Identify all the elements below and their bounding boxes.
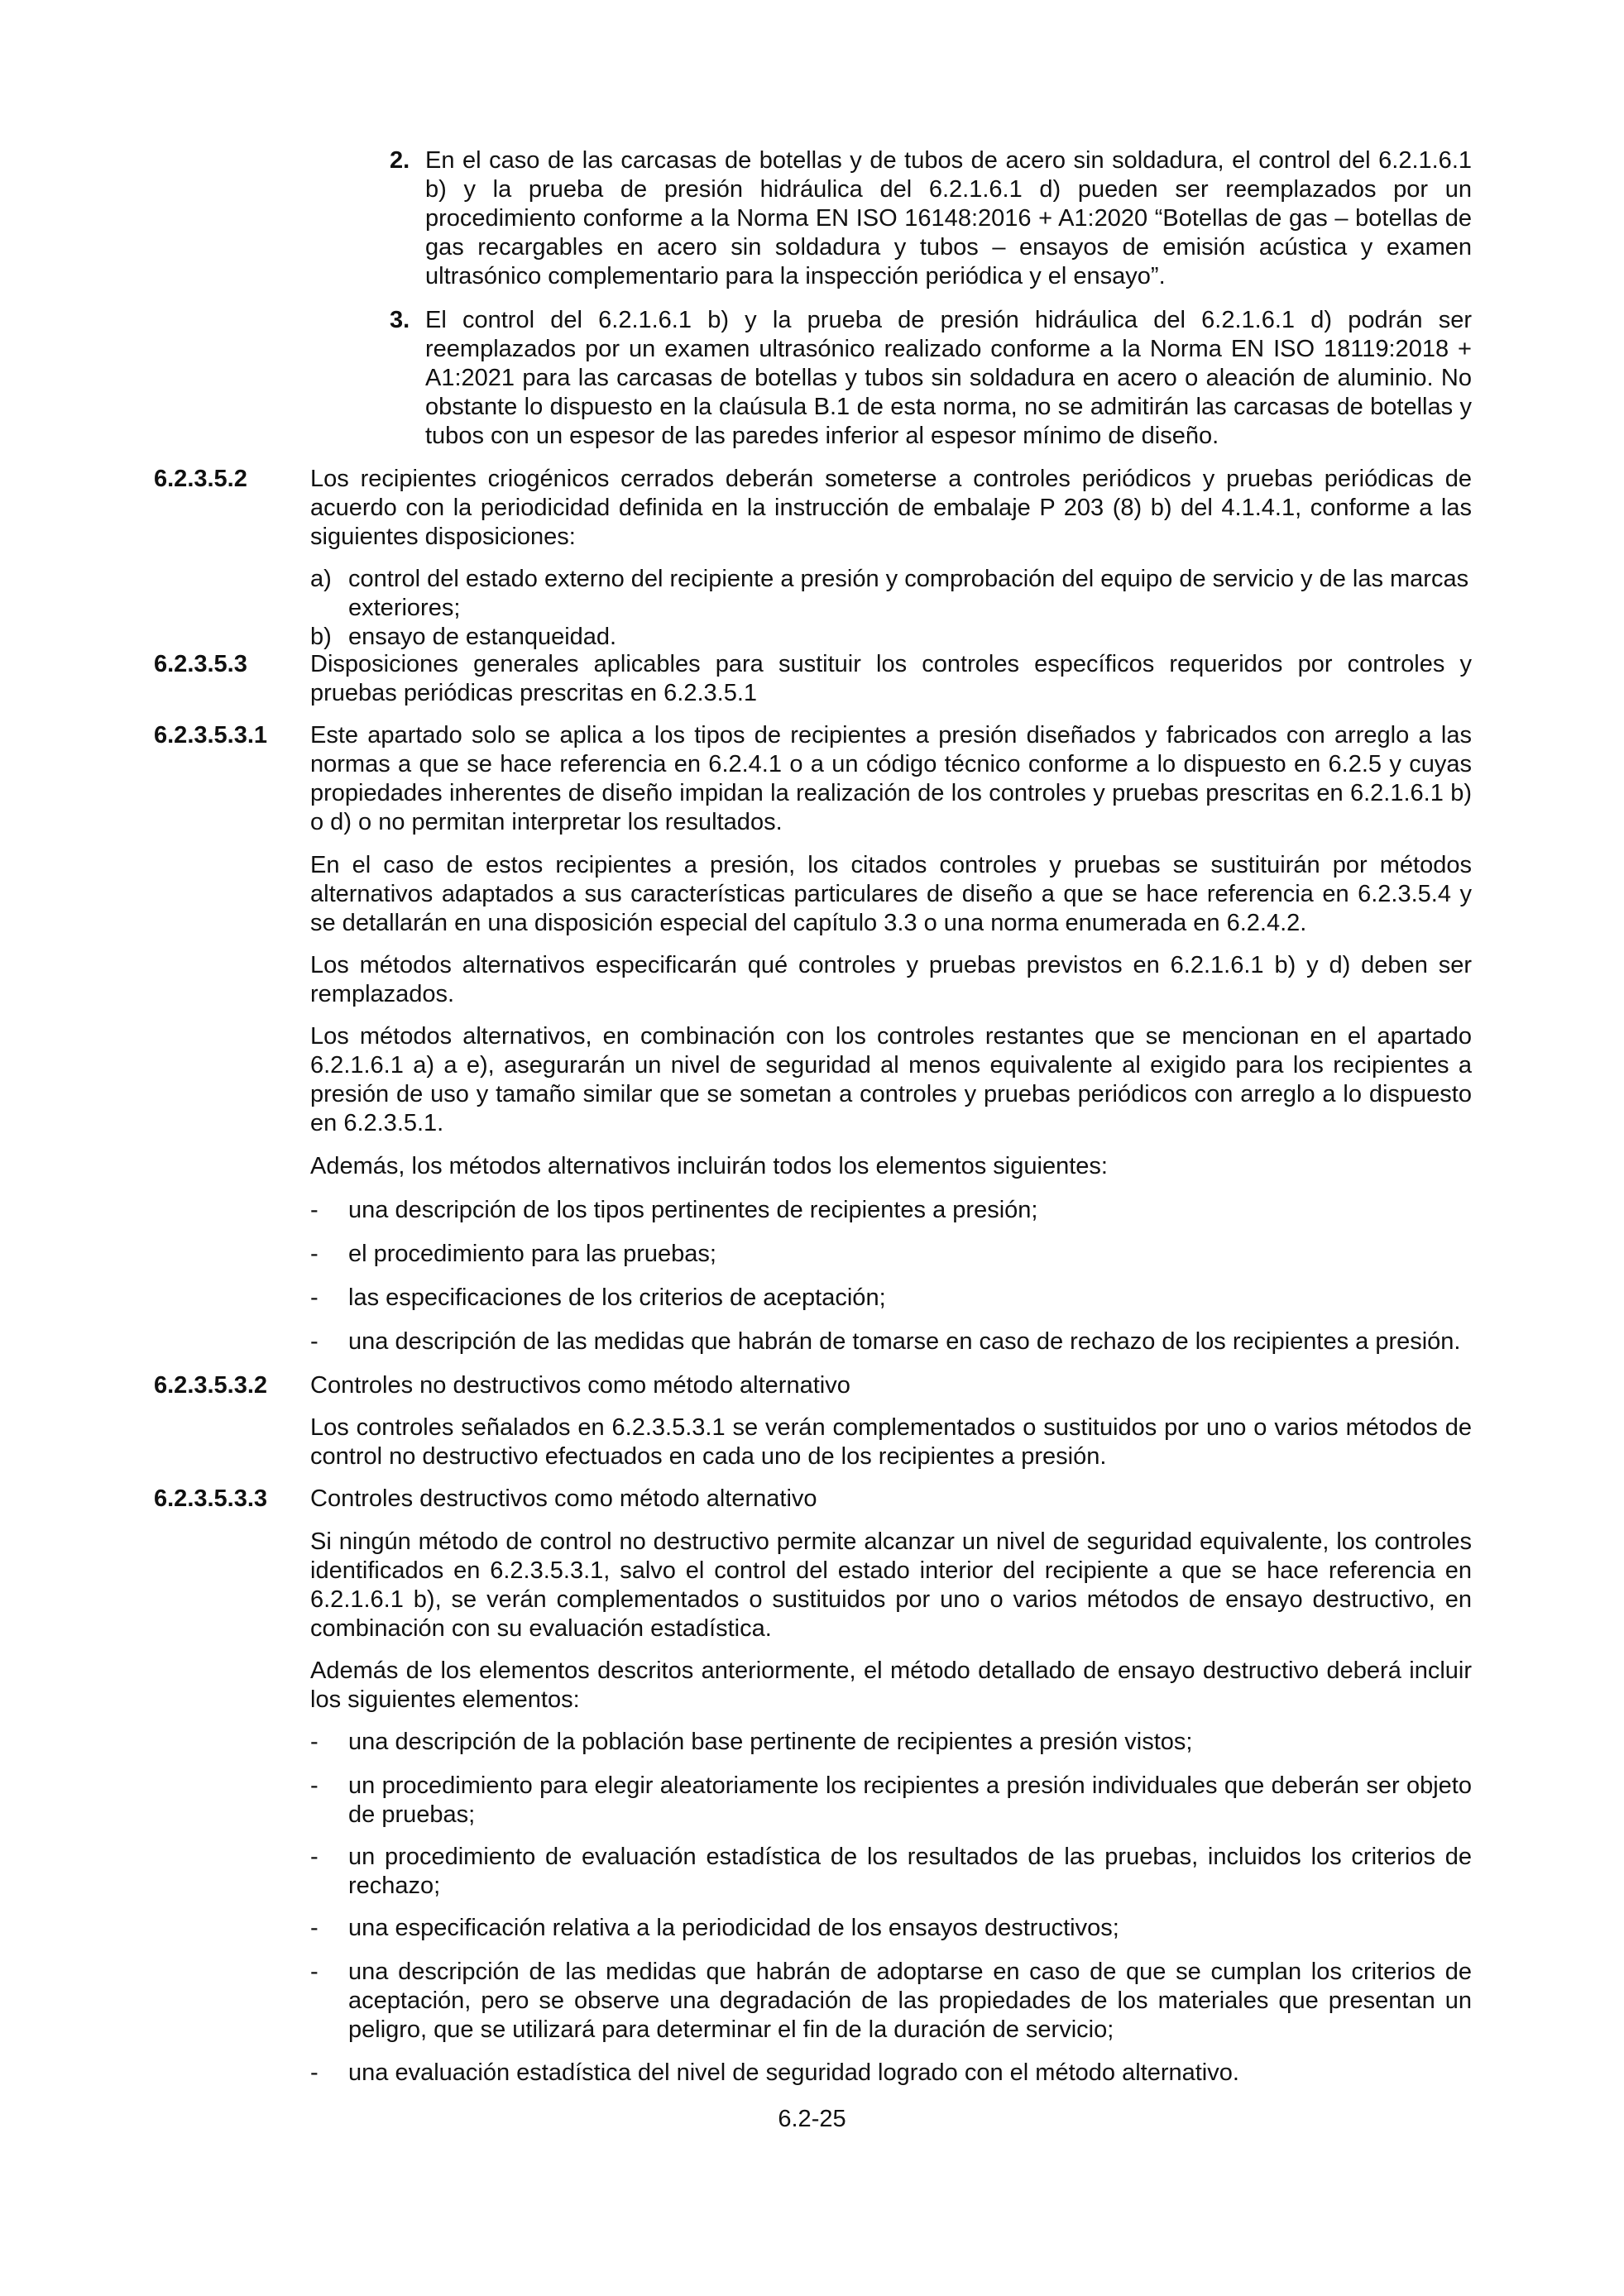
list-item-text: las especificaciones de los criterios de aceptación; bbox=[348, 1284, 886, 1311]
list-marker: a) bbox=[310, 566, 332, 592]
list-item-text: ensayo de estanqueidad. bbox=[348, 624, 617, 650]
section-number: 6.2.3.5.3.1 bbox=[154, 722, 268, 749]
list-marker: - bbox=[310, 1328, 319, 1355]
list-item-text: un procedimiento de evaluación estadística de los resultados de las pruebas, incluidos los criterios de rechazo; bbox=[348, 1844, 1472, 1899]
list-item bbox=[310, 1327, 1472, 1356]
list-item bbox=[310, 1772, 1472, 1830]
section-number: 6.2.3.5.3.3 bbox=[154, 1485, 268, 1512]
paragraph: Los métodos alternativos especificarán qué controles y pruebas previstos en 6.2.1.6.1 b) y d) deben ser remplazados. bbox=[310, 952, 1472, 1007]
list-item-text: una especificación relativa a la periodicidad de los ensayos destructivos; bbox=[348, 1915, 1119, 1941]
list-item-text: el procedimiento para las pruebas; bbox=[348, 1241, 716, 1267]
section-text: Los recipientes criogénicos cerrados deberán someterse a controles periódicos y pruebas periódicas de acuerdo con la periodicidad definida en la instrucción de embalaje P 203 (8) b) del 4.1.4.1, conforme a las siguientes disposiciones: bbox=[310, 466, 1472, 550]
section-number: 6.2.3.5.3.2 bbox=[154, 1372, 268, 1399]
paragraph: Este apartado solo se aplica a los tipos de recipientes a presión diseñados y fabricados con arreglo a las normas a que se hace referencia en 6.2.4.1 o a un código técnico conforme a lo dispuesto en 6.2.5 y cuyas propiedades inherentes de diseño impidan la realización de los controles y pruebas prescritas en 6.2.1.6.1 b) o d) o no permitan interpretar los resultados. bbox=[310, 722, 1472, 835]
list-marker: b) bbox=[310, 624, 332, 650]
list-marker: - bbox=[310, 1959, 319, 1985]
list-item bbox=[310, 1196, 1472, 1225]
section-6-2-3-5-3-1 bbox=[0, 721, 1624, 837]
list-item bbox=[310, 1914, 1472, 1943]
item-number: 2. bbox=[390, 147, 410, 174]
paragraph: Los métodos alternativos, en combinación con los controles restantes que se mencionan en el apartado 6.2.1.6.1 a) a e), asegurarán un nivel de seguridad al menos equivalente al exigido para los recipientes a presión de uso y tamaño similar que se sometan a controles y pruebas periódicos con arreglo a lo dispuesto en 6.2.3.5.1. bbox=[310, 1023, 1472, 1136]
section-title: Controles destructivos como método alternativo bbox=[310, 1485, 817, 1512]
section-6-2-3-5-3-2 bbox=[0, 1371, 1624, 1400]
paragraph: Los controles señalados en 6.2.3.5.3.1 se verán complementados o sustituidos por uno o varios métodos de control no destructivo efectuados en cada uno de los recipientes a presión. bbox=[310, 1414, 1472, 1470]
list-item-text: una descripción de la población base pertinente de recipientes a presión vistos; bbox=[348, 1729, 1193, 1755]
list-item-text: una descripción de las medidas que habrán de adoptarse en caso de que se cumplan los criterios de aceptación, pero se observe una degradación de las propiedades de los materiales que presentan un peligro, que se utilizará para determinar el fin de la duración de servicio; bbox=[348, 1959, 1472, 2043]
list-item-text: una descripción de los tipos pertinentes de recipientes a presión; bbox=[348, 1197, 1038, 1223]
list-item-text: control del estado externo del recipiente a presión y comprobación del equipo de servicio y de las marcas exteriores; bbox=[348, 566, 1469, 621]
numbered-item bbox=[390, 306, 1472, 451]
section-title: Controles no destructivos como método alternativo bbox=[310, 1372, 850, 1399]
item-number: 3. bbox=[390, 307, 410, 333]
section-6-2-3-5-3-3 bbox=[0, 1485, 1624, 1514]
list-item bbox=[310, 565, 1472, 623]
list-item-text: un procedimiento para elegir aleatoriamente los recipientes a presión individuales que deberán ser objeto de pruebas; bbox=[348, 1772, 1472, 1828]
list-item bbox=[310, 1728, 1472, 1757]
list-item bbox=[310, 1284, 1472, 1313]
list-marker: - bbox=[310, 1729, 319, 1755]
list-item bbox=[310, 1843, 1472, 1901]
section-6-2-3-5-2 bbox=[0, 465, 1624, 552]
paragraph: Además de los elementos descritos anteriormente, el método detallado de ensayo destructivo deberá incluir los siguientes elementos: bbox=[310, 1657, 1472, 1713]
list-marker: - bbox=[310, 1772, 319, 1799]
list-marker: - bbox=[310, 1844, 319, 1870]
item-text: En el caso de las carcasas de botellas y de tubos de acero sin soldadura, el control del 6.2.1.6.1 b) y la prueba de presión hidráulica del 6.2.1.6.1 d) pueden ser reemplazados por un procedimiento conforme a la Norma EN ISO 16148:2016 + A1:2020 “Botellas de gas – botellas de gas recargables en acero sin soldadura y tubos – ensayos de emisión acústica y examen ultrasónico complementario para la inspección periódica y el ensayo”. bbox=[425, 147, 1472, 289]
list-marker: - bbox=[310, 1197, 319, 1223]
page-number: 6.2-25 bbox=[778, 2106, 846, 2132]
numbered-item bbox=[390, 146, 1472, 291]
paragraph: Si ningún método de control no destructivo permite alcanzar un nivel de seguridad equivalente, los controles identificados en 6.2.3.5.3.1, salvo el control del estado interior del recipiente a que se hace referencia en 6.2.1.6.1 b), se verán complementados o sustituidos por uno o varios métodos de ensayo destructivo, en combinación con su evaluación estadística. bbox=[310, 1528, 1472, 1642]
section-number: 6.2.3.5.3 bbox=[154, 651, 247, 677]
list-item-text: una descripción de las medidas que habrán de tomarse en caso de rechazo de los recipientes a presión. bbox=[348, 1328, 1461, 1355]
list-item bbox=[310, 2059, 1472, 2088]
list-marker: - bbox=[310, 1241, 319, 1267]
list-marker: - bbox=[310, 1284, 319, 1311]
item-text: El control del 6.2.1.6.1 b) y la prueba de presión hidráulica del 6.2.1.6.1 d) podrán ser reemplazados por un examen ultrasónico realizado conforme a la Norma EN ISO 18119:2018 + A1:2021 para las carcasas de botellas y tubos sin soldadura en acero o aleación de aluminio. No obstante lo dispuesto en la claúsula B.1 de esta norma, no se admitirán las carcasas de botellas y tubos con un espesor de las paredes inferior al espesor mínimo de diseño. bbox=[425, 307, 1472, 449]
list-item bbox=[310, 1958, 1472, 2045]
section-title: Disposiciones generales aplicables para sustituir los controles específicos requeridos por controles y pruebas periódicas prescritas en 6.2.3.5.1 bbox=[310, 651, 1472, 706]
list-marker: - bbox=[310, 1915, 319, 1941]
list-marker: - bbox=[310, 2059, 319, 2086]
paragraph: Además, los métodos alternativos incluirán todos los elementos siguientes: bbox=[310, 1153, 1108, 1179]
section-6-2-3-5-3 bbox=[0, 650, 1624, 708]
section-number: 6.2.3.5.2 bbox=[154, 466, 247, 492]
list-item bbox=[310, 623, 1472, 652]
list-item bbox=[310, 1240, 1472, 1269]
list-item-text: una evaluación estadística del nivel de seguridad logrado con el método alternativo. bbox=[348, 2059, 1239, 2086]
paragraph: En el caso de estos recipientes a presión, los citados controles y pruebas se sustituirán por métodos alternativos adaptados a sus características particulares de diseño a que se hace referencia en 6.2.3.5.4 y se detallarán en una disposición especial del capítulo 3.3 o una norma enumerada en 6.2.4.2. bbox=[310, 852, 1472, 936]
